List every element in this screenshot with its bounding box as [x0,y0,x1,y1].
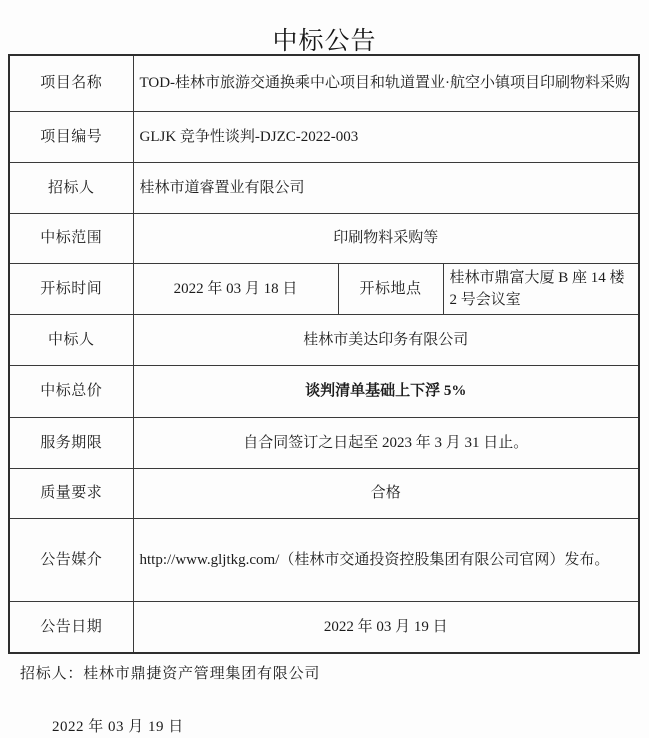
footer-tenderer-line: 招标人：桂林市鼎捷资产管理集团有限公司 [20,666,321,682]
project-number-label: 项目编号 [9,112,133,163]
bid-opening-place-label: 开标地点 [338,264,443,315]
tenderer-value: 桂林市道睿置业有限公司 [133,163,639,214]
page-title: 中标公告 [272,28,377,55]
project-name-value: TOD-桂林市旅游交通换乘中心项目和轨道置业·航空小镇项目印刷物料采购 [133,55,639,112]
table-row-announce-date [9,602,639,654]
media-value: http://www.gljtkg.com/（桂林市交通投资控股集团有限公司官网）发布。 [133,519,639,602]
table-row-total-price [9,366,639,418]
table-row-media [9,519,639,602]
bid-announcement-table [8,54,640,654]
tenderer-label: 招标人 [9,163,133,214]
bid-opening-time-value: 2022 年 03 月 18 日 [133,264,338,315]
service-period-label: 服务期限 [9,418,133,469]
announce-date-label: 公告日期 [9,602,133,654]
bid-opening-time-label: 开标时间 [9,264,133,315]
table-row-winner [9,315,639,366]
table-row-service-period [9,418,639,469]
table-row-tenderer [9,163,639,214]
footer [0,662,649,736]
total-price-value: 谈判清单基础上下浮 5% [133,366,639,418]
winner-value: 桂林市美达印务有限公司 [133,315,639,366]
table-row-project-name [9,55,639,112]
footer-date: 2022 年 03 月 19 日 [52,719,184,735]
table-row-quality [9,469,639,519]
bid-opening-place-value: 桂林市鼎富大厦 B 座 14 楼 2 号会议室 [443,264,639,315]
table-row-project-number [9,112,639,163]
bid-scope-label: 中标范围 [9,214,133,264]
winner-label: 中标人 [9,315,133,366]
announce-date-value: 2022 年 03 月 19 日 [133,602,639,654]
media-label: 公告媒介 [9,519,133,602]
quality-label: 质量要求 [9,469,133,519]
quality-value: 合格 [133,469,639,519]
table-row-bid-opening [9,264,639,315]
bid-scope-value: 印刷物料采购等 [133,214,639,264]
project-name-label: 项目名称 [9,55,133,112]
service-period-value: 自合同签订之日起至 2023 年 3 月 31 日止。 [133,418,639,469]
project-number-value: GLJK 竞争性谈判-DJZC-2022-003 [133,112,639,163]
total-price-label: 中标总价 [9,366,133,418]
table-row-bid-scope [9,214,639,264]
